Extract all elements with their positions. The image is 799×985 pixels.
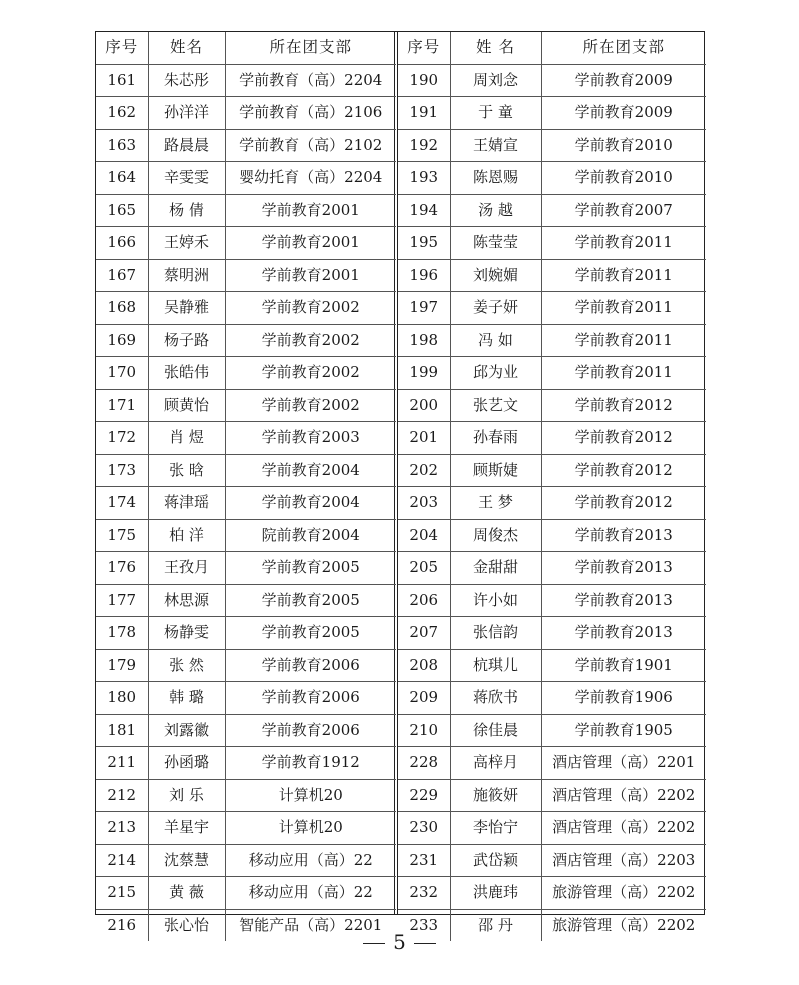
- cell-name: 刘 乐: [148, 779, 225, 812]
- table-row: [96, 292, 396, 325]
- cell-seq: 204: [398, 519, 450, 552]
- table-row: [96, 97, 396, 130]
- cell-name: 冯 如: [450, 324, 541, 357]
- cell-branch: 学前教育2005: [225, 617, 396, 650]
- cell-name: 徐佳晨: [450, 714, 541, 747]
- table-row: [96, 617, 396, 650]
- footer-dash-right: [414, 943, 436, 944]
- cell-branch: 学前教育2013: [541, 584, 706, 617]
- cell-name: 汤 越: [450, 194, 541, 227]
- table-row: [96, 129, 396, 162]
- cell-seq: 181: [96, 714, 148, 747]
- cell-branch: 学前教育2002: [225, 389, 396, 422]
- cell-name: 施筱妍: [450, 779, 541, 812]
- page-number: 5: [393, 930, 406, 954]
- cell-name: 辛雯雯: [148, 162, 225, 195]
- left-table: [96, 32, 396, 941]
- cell-seq: 173: [96, 454, 148, 487]
- page-number-footer: [0, 930, 799, 954]
- cell-branch: 旅游管理（高）2202: [541, 877, 706, 910]
- cell-branch: 学前教育2001: [225, 259, 396, 292]
- cell-name: 孙春雨: [450, 422, 541, 455]
- cell-name: 许小如: [450, 584, 541, 617]
- cell-branch: 学前教育2002: [225, 357, 396, 390]
- cell-name: 路晨晨: [148, 129, 225, 162]
- table-row: [398, 714, 706, 747]
- cell-branch: 学前教育2002: [225, 292, 396, 325]
- cell-name: 周刘念: [450, 64, 541, 97]
- footer-dash-left: [363, 943, 385, 944]
- table-row: [96, 519, 396, 552]
- cell-branch: 学前教育2007: [541, 194, 706, 227]
- cell-name: 张皓伟: [148, 357, 225, 390]
- cell-name: 王孜月: [148, 552, 225, 585]
- cell-branch: 学前教育2013: [541, 552, 706, 585]
- cell-name: 蔡明洲: [148, 259, 225, 292]
- header-row: [96, 32, 396, 64]
- table-row: [398, 649, 706, 682]
- cell-seq: 195: [398, 227, 450, 260]
- cell-branch: 学前教育2004: [225, 454, 396, 487]
- cell-seq: 176: [96, 552, 148, 585]
- cell-seq: 192: [398, 129, 450, 162]
- table-row: [398, 162, 706, 195]
- table-row: [398, 519, 706, 552]
- cell-name: 金甜甜: [450, 552, 541, 585]
- cell-name: 张 然: [148, 649, 225, 682]
- cell-branch: 学前教育2010: [541, 162, 706, 195]
- cell-name: 姜子妍: [450, 292, 541, 325]
- cell-branch: 移动应用（高）22: [225, 844, 396, 877]
- cell-branch: 学前教育1901: [541, 649, 706, 682]
- table-row: [398, 844, 706, 877]
- cell-name: 李怡宁: [450, 812, 541, 845]
- cell-name: 周俊杰: [450, 519, 541, 552]
- cell-seq: 201: [398, 422, 450, 455]
- table-row: [96, 877, 396, 910]
- cell-name: 杨子路: [148, 324, 225, 357]
- cell-name: 邱为业: [450, 357, 541, 390]
- cell-branch: 旅游管理（高）2202: [541, 909, 706, 941]
- cell-branch: 学前教育2012: [541, 487, 706, 520]
- cell-seq: 193: [398, 162, 450, 195]
- cell-branch: 婴幼托育（高）2204: [225, 162, 396, 195]
- cell-branch: 学前教育2010: [541, 129, 706, 162]
- table-row: [96, 747, 396, 780]
- header-branch: 所在团支部: [225, 32, 396, 64]
- cell-branch: 学前教育2011: [541, 227, 706, 260]
- table-row: [398, 227, 706, 260]
- header-row: [398, 32, 706, 64]
- table-row: [398, 747, 706, 780]
- cell-name: 张艺文: [450, 389, 541, 422]
- cell-name: 王 梦: [450, 487, 541, 520]
- cell-branch: 酒店管理（高）2201: [541, 747, 706, 780]
- table-row: [398, 194, 706, 227]
- cell-name: 孙洋洋: [148, 97, 225, 130]
- table-row: [398, 584, 706, 617]
- table-row: [398, 454, 706, 487]
- cell-seq: 172: [96, 422, 148, 455]
- table-row: [96, 194, 396, 227]
- cell-seq: 232: [398, 877, 450, 910]
- cell-name: 顾斯婕: [450, 454, 541, 487]
- table-row: [398, 617, 706, 650]
- table-row: [96, 389, 396, 422]
- cell-branch: 学前教育2011: [541, 357, 706, 390]
- cell-branch: 学前教育2001: [225, 194, 396, 227]
- cell-seq: 165: [96, 194, 148, 227]
- cell-seq: 199: [398, 357, 450, 390]
- member-list-table: [95, 31, 705, 934]
- cell-name: 邵 丹: [450, 909, 541, 941]
- cell-seq: 210: [398, 714, 450, 747]
- cell-branch: 智能产品（高）2201: [225, 909, 396, 941]
- cell-seq: 215: [96, 877, 148, 910]
- cell-seq: 233: [398, 909, 450, 941]
- cell-seq: 229: [398, 779, 450, 812]
- table-row: [96, 162, 396, 195]
- cell-branch: 学前教育2006: [225, 682, 396, 715]
- cell-seq: 216: [96, 909, 148, 941]
- header-name: 姓 名: [450, 32, 541, 64]
- cell-seq: 203: [398, 487, 450, 520]
- table-row: [96, 227, 396, 260]
- table-row: [398, 812, 706, 845]
- cell-seq: 213: [96, 812, 148, 845]
- cell-seq: 175: [96, 519, 148, 552]
- cell-seq: 202: [398, 454, 450, 487]
- header-branch: 所在团支部: [541, 32, 706, 64]
- table-row: [398, 389, 706, 422]
- table-row: [96, 357, 396, 390]
- cell-seq: 200: [398, 389, 450, 422]
- cell-seq: 196: [398, 259, 450, 292]
- table-row: [96, 487, 396, 520]
- right-table-half: [397, 32, 705, 934]
- cell-name: 杨 倩: [148, 194, 225, 227]
- cell-seq: 168: [96, 292, 148, 325]
- cell-branch: 学前教育2013: [541, 519, 706, 552]
- cell-branch: 学前教育2009: [541, 97, 706, 130]
- cell-branch: 学前教育（高）2102: [225, 129, 396, 162]
- table-row: [398, 779, 706, 812]
- cell-name: 洪鹿玮: [450, 877, 541, 910]
- cell-name: 于 童: [450, 97, 541, 130]
- cell-branch: 计算机20: [225, 779, 396, 812]
- header-name: 姓名: [148, 32, 225, 64]
- cell-seq: 228: [398, 747, 450, 780]
- cell-name: 高梓月: [450, 747, 541, 780]
- table-row: [96, 259, 396, 292]
- cell-name: 羊星宇: [148, 812, 225, 845]
- left-table-half: [95, 32, 395, 934]
- cell-name: 吴静雅: [148, 292, 225, 325]
- cell-name: 张心怡: [148, 909, 225, 941]
- table-row: [398, 259, 706, 292]
- table-row: [398, 552, 706, 585]
- cell-seq: 211: [96, 747, 148, 780]
- cell-seq: 164: [96, 162, 148, 195]
- cell-name: 朱芯彤: [148, 64, 225, 97]
- cell-name: 蒋津瑶: [148, 487, 225, 520]
- cell-branch: 学前教育（高）2106: [225, 97, 396, 130]
- table-row: [398, 877, 706, 910]
- cell-branch: 学前教育2006: [225, 649, 396, 682]
- table-row: [398, 64, 706, 97]
- cell-seq: 179: [96, 649, 148, 682]
- cell-branch: 学前教育2011: [541, 292, 706, 325]
- cell-seq: 171: [96, 389, 148, 422]
- cell-branch: 学前教育2005: [225, 552, 396, 585]
- cell-seq: 208: [398, 649, 450, 682]
- cell-seq: 174: [96, 487, 148, 520]
- cell-branch: 学前教育2012: [541, 389, 706, 422]
- cell-name: 刘婉媚: [450, 259, 541, 292]
- cell-seq: 231: [398, 844, 450, 877]
- cell-branch: 学前教育2012: [541, 454, 706, 487]
- table-row: [398, 324, 706, 357]
- cell-branch: 院前教育2004: [225, 519, 396, 552]
- cell-name: 肖 煜: [148, 422, 225, 455]
- cell-name: 陈莹莹: [450, 227, 541, 260]
- table-row: [96, 779, 396, 812]
- cell-branch: 学前教育2006: [225, 714, 396, 747]
- cell-branch: 学前教育2004: [225, 487, 396, 520]
- cell-name: 杨静雯: [148, 617, 225, 650]
- cell-branch: 学前教育2009: [541, 64, 706, 97]
- cell-branch: 学前教育1905: [541, 714, 706, 747]
- table-row: [96, 844, 396, 877]
- cell-name: 张 晗: [148, 454, 225, 487]
- table-row: [96, 454, 396, 487]
- cell-branch: 学前教育2012: [541, 422, 706, 455]
- cell-branch: 学前教育2005: [225, 584, 396, 617]
- cell-seq: 177: [96, 584, 148, 617]
- table-row: [96, 552, 396, 585]
- cell-seq: 178: [96, 617, 148, 650]
- cell-name: 林思源: [148, 584, 225, 617]
- cell-seq: 214: [96, 844, 148, 877]
- cell-seq: 161: [96, 64, 148, 97]
- cell-branch: 酒店管理（高）2203: [541, 844, 706, 877]
- cell-seq: 207: [398, 617, 450, 650]
- cell-seq: 212: [96, 779, 148, 812]
- cell-name: 刘露徽: [148, 714, 225, 747]
- table-row: [96, 584, 396, 617]
- table-row: [398, 292, 706, 325]
- table-row: [398, 129, 706, 162]
- cell-name: 陈恩赐: [450, 162, 541, 195]
- cell-seq: 180: [96, 682, 148, 715]
- table-row: [96, 649, 396, 682]
- cell-name: 武岱颖: [450, 844, 541, 877]
- table-row: [398, 422, 706, 455]
- cell-name: 沈蔡慧: [148, 844, 225, 877]
- cell-branch: 酒店管理（高）2202: [541, 812, 706, 845]
- table-row: [96, 682, 396, 715]
- table-row: [398, 682, 706, 715]
- cell-name: 蒋欣书: [450, 682, 541, 715]
- cell-seq: 198: [398, 324, 450, 357]
- cell-seq: 170: [96, 357, 148, 390]
- table-row: [96, 422, 396, 455]
- table-row: [398, 97, 706, 130]
- table-row: [96, 714, 396, 747]
- cell-branch: 学前教育1906: [541, 682, 706, 715]
- cell-seq: 206: [398, 584, 450, 617]
- cell-branch: 学前教育2013: [541, 617, 706, 650]
- cell-branch: 计算机20: [225, 812, 396, 845]
- cell-branch: 学前教育2011: [541, 324, 706, 357]
- table-row: [398, 487, 706, 520]
- cell-name: 杭琪儿: [450, 649, 541, 682]
- header-seq: 序号: [398, 32, 450, 64]
- cell-seq: 162: [96, 97, 148, 130]
- cell-name: 顾黄怡: [148, 389, 225, 422]
- cell-name: 柏 洋: [148, 519, 225, 552]
- cell-branch: 学前教育2003: [225, 422, 396, 455]
- cell-name: 王婷禾: [148, 227, 225, 260]
- table-row: [96, 64, 396, 97]
- cell-seq: 209: [398, 682, 450, 715]
- cell-seq: 190: [398, 64, 450, 97]
- cell-seq: 169: [96, 324, 148, 357]
- cell-seq: 191: [398, 97, 450, 130]
- cell-name: 黄 薇: [148, 877, 225, 910]
- header-seq: 序号: [96, 32, 148, 64]
- cell-seq: 194: [398, 194, 450, 227]
- cell-name: 韩 璐: [148, 682, 225, 715]
- cell-branch: 移动应用（高）22: [225, 877, 396, 910]
- cell-branch: 学前教育2011: [541, 259, 706, 292]
- cell-seq: 166: [96, 227, 148, 260]
- table-row: [96, 324, 396, 357]
- right-table: [398, 32, 706, 941]
- table-row: [96, 812, 396, 845]
- cell-seq: 230: [398, 812, 450, 845]
- cell-name: 王婧宣: [450, 129, 541, 162]
- cell-branch: 学前教育2001: [225, 227, 396, 260]
- cell-branch: 学前教育（高）2204: [225, 64, 396, 97]
- cell-branch: 学前教育1912: [225, 747, 396, 780]
- cell-seq: 205: [398, 552, 450, 585]
- cell-name: 张信韵: [450, 617, 541, 650]
- cell-branch: 酒店管理（高）2202: [541, 779, 706, 812]
- table-row: [398, 357, 706, 390]
- cell-seq: 163: [96, 129, 148, 162]
- cell-seq: 197: [398, 292, 450, 325]
- cell-seq: 167: [96, 259, 148, 292]
- cell-name: 孙函璐: [148, 747, 225, 780]
- cell-branch: 学前教育2002: [225, 324, 396, 357]
